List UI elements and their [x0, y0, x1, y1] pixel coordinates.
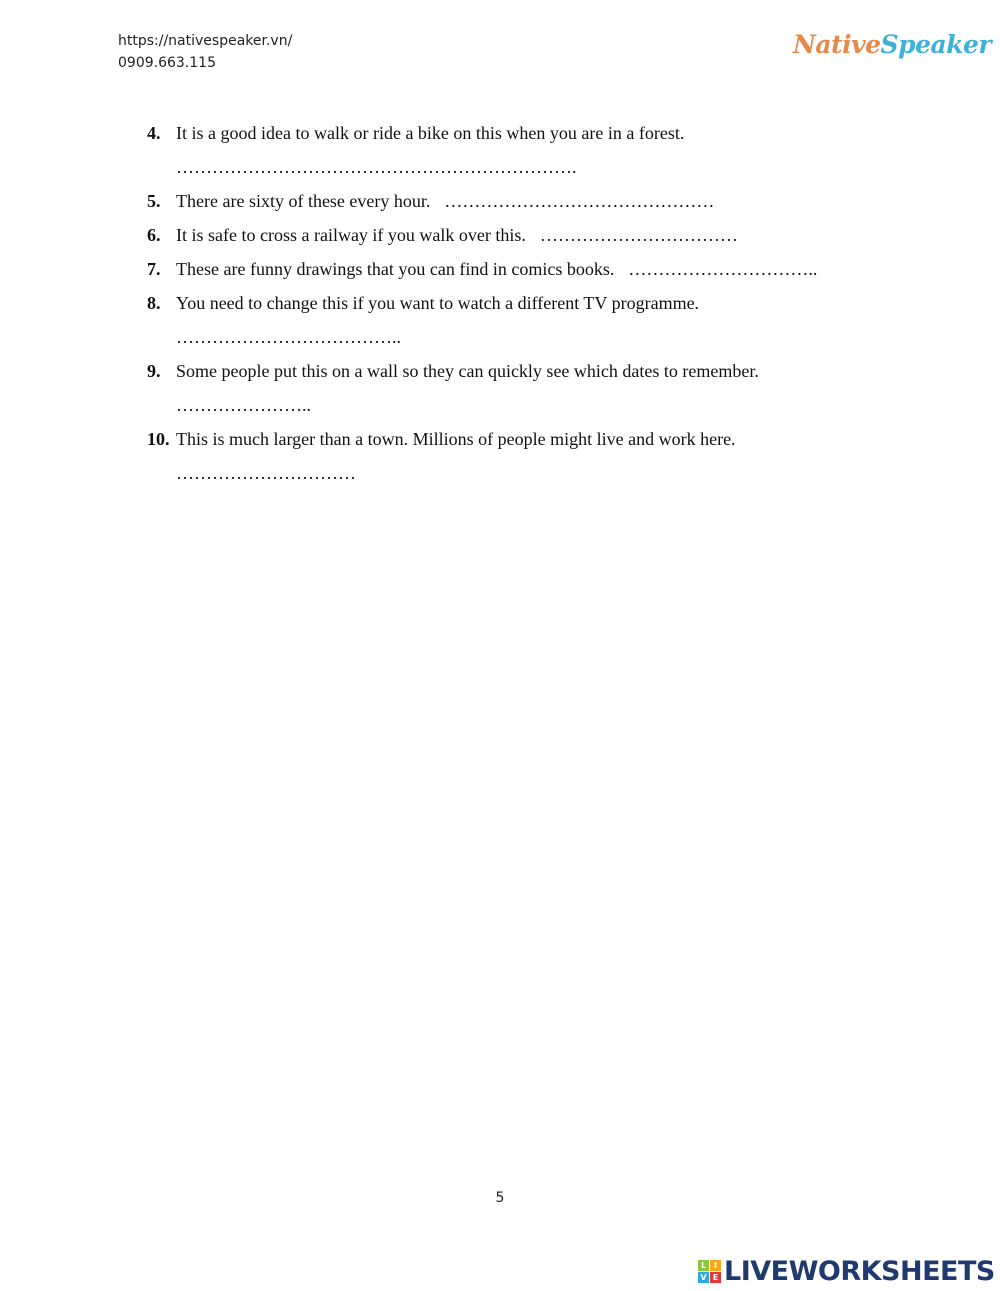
liveworksheets-logo: L I V E LIVEWORKSHEETS [698, 1256, 995, 1287]
native-speaker-logo: NativeSpeaker [793, 30, 992, 59]
answer-blank[interactable]: ……………………………………… [444, 191, 715, 211]
question-number: 10. [147, 429, 170, 449]
question-item [147, 116, 947, 184]
question-number: 4. [147, 123, 161, 143]
live-badge-icon: L I V E [698, 1260, 721, 1283]
question-number: 5. [147, 191, 161, 211]
question-item [147, 354, 947, 422]
question-item [147, 422, 947, 490]
header-phone: 0909.663.115 [118, 55, 216, 71]
answer-blank[interactable]: ……………………………….. [176, 327, 401, 347]
question-item [147, 286, 947, 354]
question-text: These are funny drawings that you can find in comics books. [176, 259, 615, 279]
answer-blank[interactable]: ………………………….. [628, 259, 818, 279]
question-text: It is safe to cross a railway if you walk over this. [176, 225, 526, 245]
question-text: It is a good idea to walk or ride a bike on this when you are in a forest. [176, 123, 685, 143]
question-number: 6. [147, 225, 161, 245]
question-item [147, 252, 947, 286]
question-number: 8. [147, 293, 161, 313]
question-list [147, 116, 947, 490]
question-item [147, 218, 947, 252]
question-number: 9. [147, 361, 161, 381]
question-text: This is much larger than a town. Millions of people might live and work here. [176, 429, 736, 449]
answer-blank[interactable]: ………………….. [176, 395, 311, 415]
question-text: There are sixty of these every hour. [176, 191, 431, 211]
question-item [147, 184, 947, 218]
page-number: 5 [495, 1190, 505, 1206]
question-text: You need to change this if you want to watch a different TV programme. [176, 293, 700, 313]
question-text: Some people put this on a wall so they can quickly see which dates to remember. [176, 361, 759, 381]
question-number: 7. [147, 259, 161, 279]
answer-blank[interactable]: …………………………………………………………. [176, 157, 577, 177]
answer-blank[interactable]: ………………………… [176, 463, 356, 483]
header-contact [118, 30, 292, 74]
header-url: https://nativespeaker.vn/ [118, 33, 293, 49]
answer-blank[interactable]: …………………………… [539, 225, 738, 245]
